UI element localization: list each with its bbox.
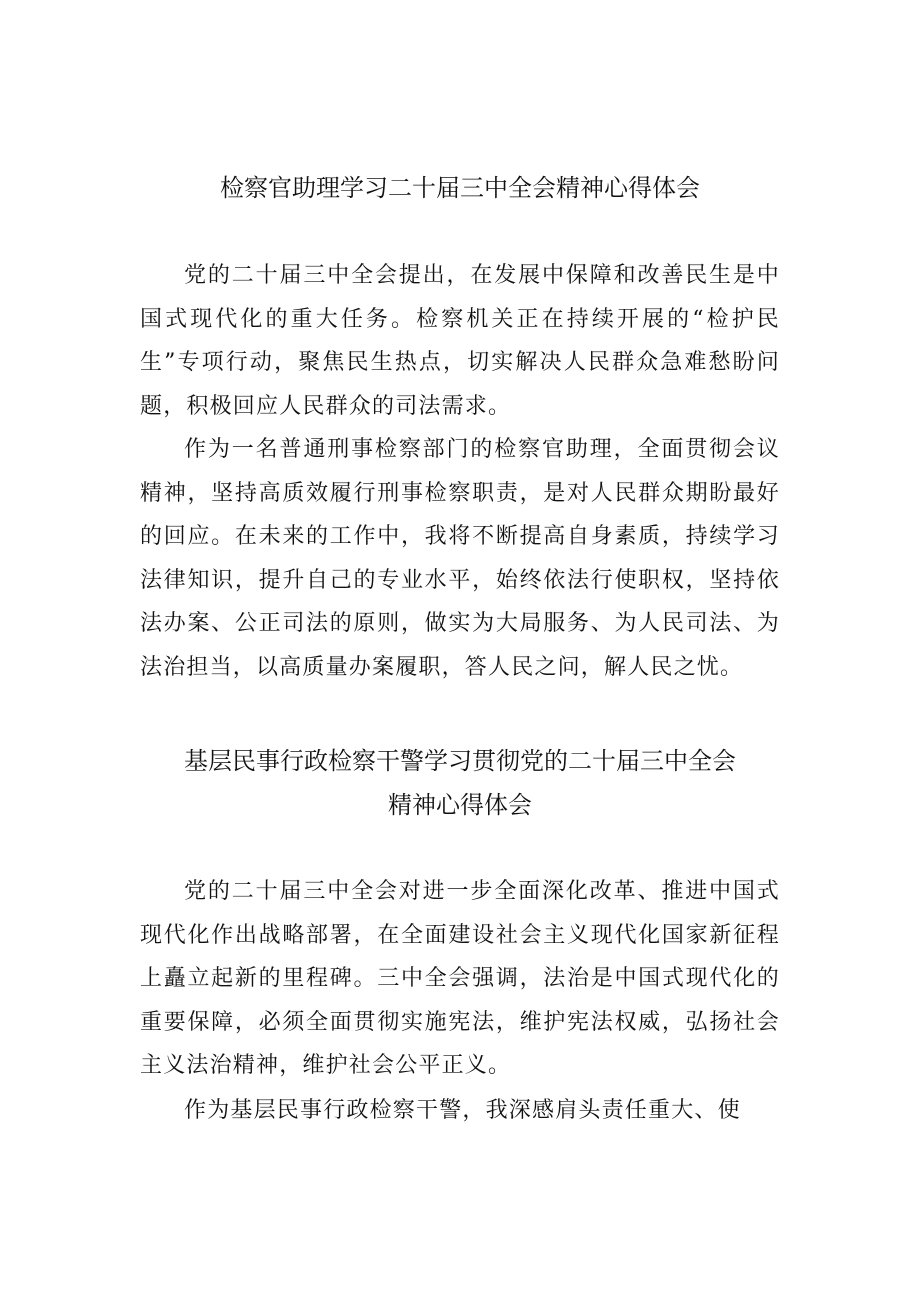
section2-title-line2: 精神心得体会 xyxy=(388,791,532,819)
section2-title xyxy=(0,739,920,827)
section1-paragraph-1: 党的二十届三中全会提出，在发展中保障和改善民生是中国式现代化的重大任务。检察机关正在持续开展的“检护民生”专项行动，聚焦民生热点，切实解决人民群众急难愁盼问题，积极回应人民群众的司法需求。 xyxy=(140,263,780,419)
section2-title-line1: 基层民事行政检察干警学习贯彻党的二十届三中全会 xyxy=(184,747,736,775)
section2-paragraph-1: 党的二十届三中全会对进一步全面深化改革、推进中国式现代化作出战略部署，在全面建设社会主义现代化国家新征程上矗立起新的里程碑。三中全会强调，法治是中国式现代化的重要保障，必须全面贯彻实施宪法，维护宪法权威，弘扬社会主义法治精神，维护社会公平正义。 xyxy=(140,879,780,1079)
section1-title: 检察官助理学习二十届三中全会精神心得体会 xyxy=(220,174,700,202)
section2-paragraph-2: 作为基层民事行政检察干警，我深感肩头责任重大、使 xyxy=(184,1098,741,1123)
section1-paragraph-2: 作为一名普通刑事检察部门的检察官助理，全面贯彻会议精神，坚持高质效履行刑事检察职责，是对人民群众期盼最好的回应。在未来的工作中，我将不断提高自身素质，持续学习法律知识，提升自己的专业水平，始终依法行使职权，坚持依法办案、公正司法的原则，做实为大局服务、为人民司法、为法治担当，以高质量办案履职，答人民之问，解人民之忧。 xyxy=(140,437,780,680)
